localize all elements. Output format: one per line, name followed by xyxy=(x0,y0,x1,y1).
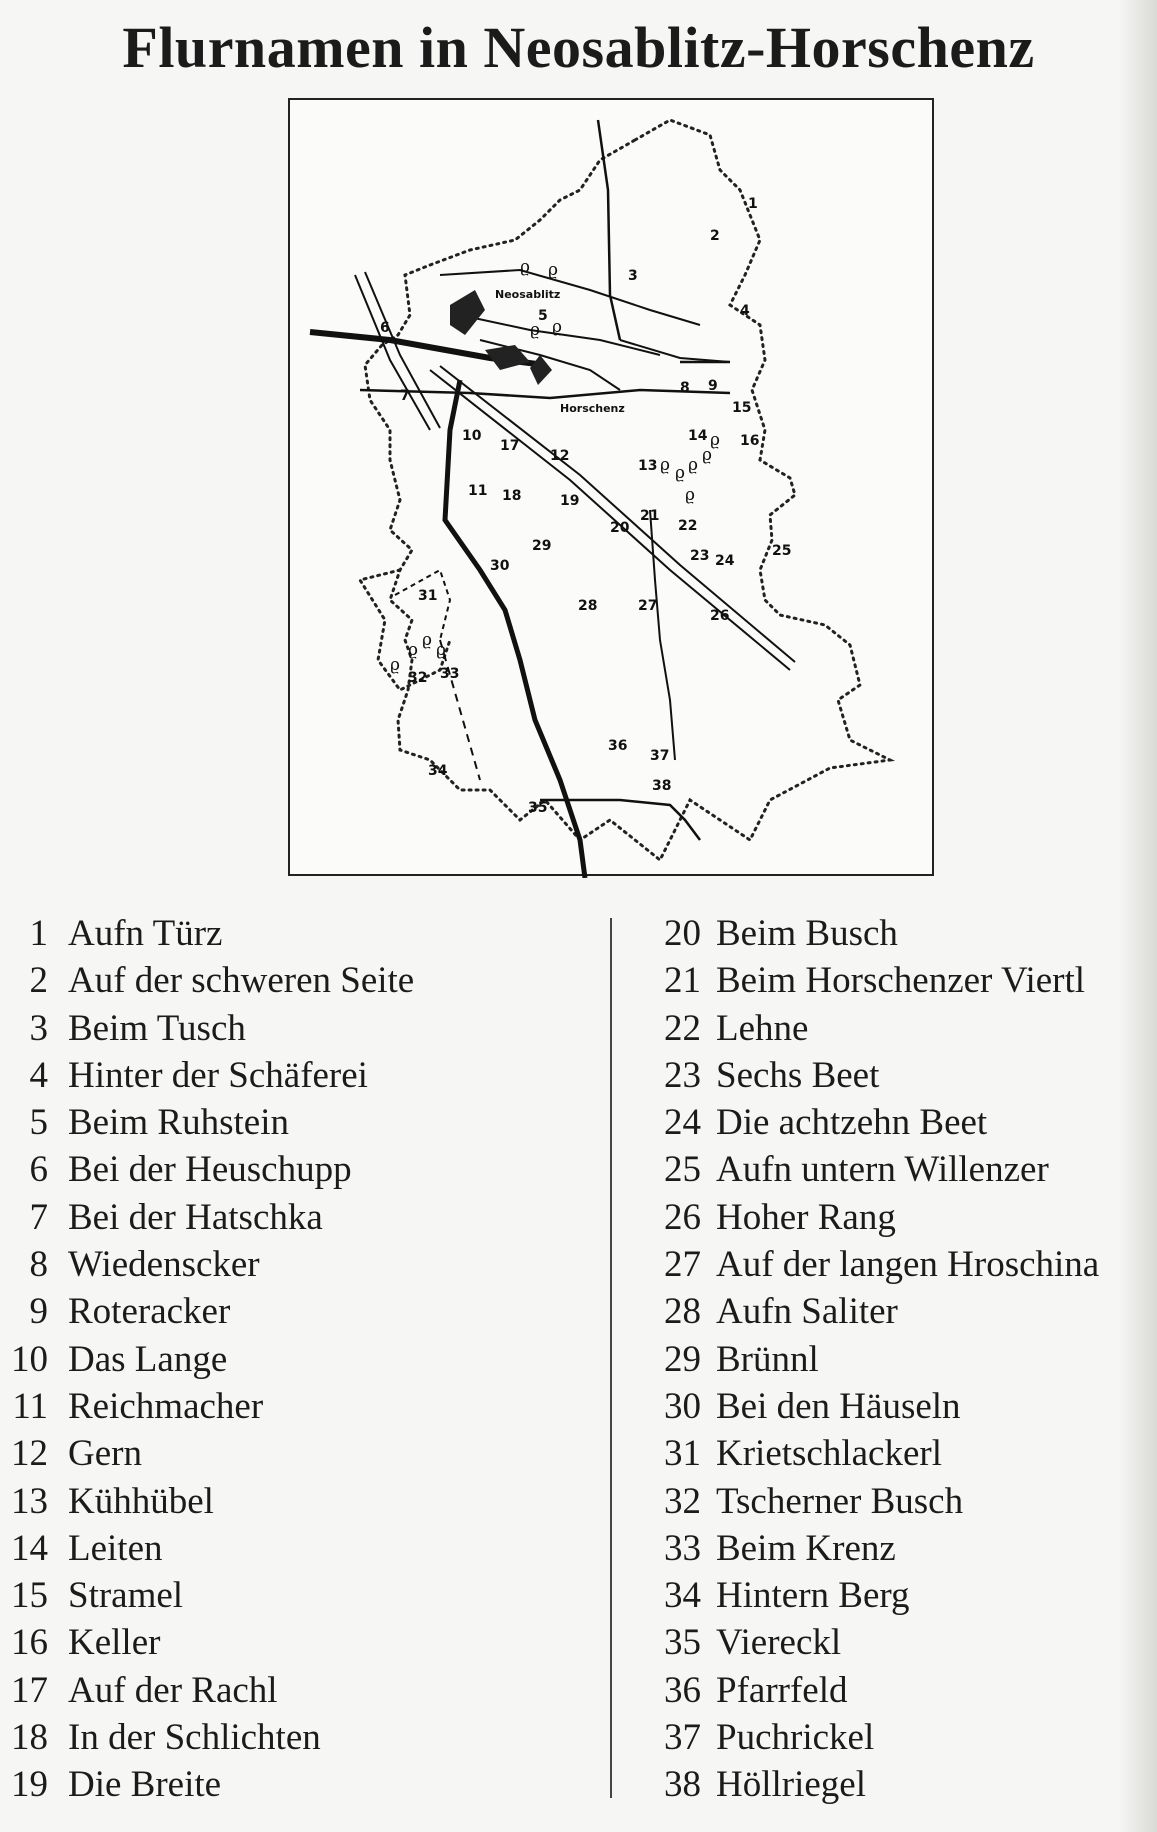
legend-entry xyxy=(0,1336,600,1383)
page-title: Flurnamen in Neosablitz-Horschenz xyxy=(122,15,1035,80)
svg-text:ϱ: ϱ xyxy=(436,640,446,660)
village-blob xyxy=(485,345,530,370)
legend-number: 10 xyxy=(11,1338,48,1380)
marker-1: 1 xyxy=(748,196,758,212)
svg-text:ϱ: ϱ xyxy=(660,455,670,475)
legend-field-name: Bei der Heuschupp xyxy=(68,1149,352,1191)
legend-field-name: Beim Ruhstein xyxy=(68,1102,289,1144)
field-line xyxy=(620,340,730,362)
legend-number: 22 xyxy=(664,1007,701,1049)
legend-entry xyxy=(664,1525,1157,1572)
map xyxy=(288,98,934,876)
marker-24: 24 xyxy=(715,553,735,569)
marker-30: 30 xyxy=(490,558,510,574)
legend-number: 19 xyxy=(11,1764,48,1806)
legend-number: 18 xyxy=(11,1717,48,1759)
legend-field-name: Krietschlackerl xyxy=(716,1433,942,1475)
legend-field-name: Sechs Beet xyxy=(716,1054,880,1096)
legend-entry xyxy=(664,1099,1157,1146)
legend-field-name: Brünnl xyxy=(716,1338,819,1380)
page-edge-shadow xyxy=(1119,0,1157,1832)
marker-12: 12 xyxy=(550,448,570,464)
marker-10: 10 xyxy=(462,428,482,444)
legend-number: 36 xyxy=(664,1669,701,1711)
road-west xyxy=(355,275,430,430)
legend-number: 16 xyxy=(11,1622,48,1664)
legend-field-name: Kühhübel xyxy=(68,1480,214,1522)
marker-21: 21 xyxy=(640,508,660,524)
legend-entry xyxy=(664,1619,1157,1666)
marker-38: 38 xyxy=(652,778,672,794)
legend-number: 35 xyxy=(664,1622,701,1664)
legend-entry xyxy=(0,910,600,957)
legend-entry xyxy=(0,1052,600,1099)
legend-entry xyxy=(664,1052,1157,1099)
marker-23: 23 xyxy=(690,548,710,564)
legend-number: 34 xyxy=(664,1575,701,1617)
marker-27: 27 xyxy=(638,598,658,614)
legend-entry xyxy=(0,1146,600,1193)
svg-text:ϱ: ϱ xyxy=(520,257,530,277)
marker-33: 33 xyxy=(440,666,460,682)
legend-entry xyxy=(664,1241,1157,1288)
legend-number: 9 xyxy=(29,1291,48,1333)
legend-entry xyxy=(0,1430,600,1477)
marker-29: 29 xyxy=(532,538,552,554)
legend-field-name: Aufn Türz xyxy=(68,913,223,954)
legend-entry xyxy=(0,1099,600,1146)
marker-26: 26 xyxy=(710,608,730,624)
legend-field-name: Beim Horschenzer Viertl xyxy=(716,960,1086,1002)
legend-number: 25 xyxy=(664,1149,701,1191)
legend-entry xyxy=(664,1146,1157,1193)
legend-number: 7 xyxy=(29,1196,48,1238)
boundary-south-west xyxy=(440,640,480,780)
svg-text:ϱ: ϱ xyxy=(685,485,695,505)
svg-text:ϱ: ϱ xyxy=(548,260,558,280)
legend-entry xyxy=(0,1241,600,1288)
marker-7: 7 xyxy=(400,388,410,404)
legend-field-name: Puchrickel xyxy=(716,1717,875,1759)
legend-field-name: Auf der Rachl xyxy=(68,1669,278,1711)
svg-text:ϱ: ϱ xyxy=(390,655,400,675)
marker-36: 36 xyxy=(608,738,628,754)
legend-entry xyxy=(664,1478,1157,1525)
legend-field-name: Bei der Hatschka xyxy=(68,1196,323,1238)
svg-text:ϱ: ϱ xyxy=(408,640,418,660)
legend-entry xyxy=(0,1572,600,1619)
legend-field-name: Hoher Rang xyxy=(716,1196,896,1238)
legend-entry xyxy=(664,910,1157,957)
marker-17: 17 xyxy=(500,438,520,454)
stream-east xyxy=(650,510,675,760)
legend-field-name: Hinter der Schäferei xyxy=(68,1054,368,1096)
boundary-line xyxy=(365,120,890,860)
legend-number: 12 xyxy=(11,1433,48,1475)
legend-field-name: Hintern Berg xyxy=(716,1575,910,1617)
marker-3: 3 xyxy=(628,268,638,284)
marker-19: 19 xyxy=(560,493,580,509)
column-divider xyxy=(610,918,612,1798)
legend-number: 32 xyxy=(664,1480,701,1522)
legend-entry xyxy=(0,1478,600,1525)
legend-number: 30 xyxy=(664,1385,701,1427)
legend-field-name: Beim Tusch xyxy=(68,1007,246,1049)
legend-entry xyxy=(0,1288,600,1335)
legend-number: 31 xyxy=(664,1433,701,1475)
legend-number: 23 xyxy=(664,1054,701,1096)
marker-22: 22 xyxy=(678,518,698,534)
svg-text:ϱ: ϱ xyxy=(422,630,432,650)
legend-left-column xyxy=(0,910,600,1809)
legend-number: 2 xyxy=(29,960,48,1002)
legend-field-name: Gern xyxy=(68,1433,142,1475)
legend-field-name: Tscherner Busch xyxy=(716,1480,964,1522)
legend-number: 24 xyxy=(664,1102,701,1144)
legend-field-name: Stramel xyxy=(68,1575,184,1617)
legend-entry xyxy=(664,1667,1157,1714)
legend-number: 4 xyxy=(29,1054,48,1096)
legend-entry xyxy=(664,1383,1157,1430)
marker-34: 34 xyxy=(428,763,448,779)
road-east-west xyxy=(360,390,730,398)
legend-entry xyxy=(0,1525,600,1572)
legend-entry xyxy=(0,957,600,1004)
legend-entry xyxy=(664,1714,1157,1761)
road-north xyxy=(598,120,620,340)
marker-5: 5 xyxy=(538,308,548,324)
legend-number: 29 xyxy=(664,1338,701,1380)
legend-number: 8 xyxy=(29,1244,48,1286)
legend-entry xyxy=(664,1194,1157,1241)
legend-field-name: Auf der schweren Seite xyxy=(68,960,415,1002)
legend-number: 5 xyxy=(29,1102,48,1144)
svg-text:ϱ: ϱ xyxy=(688,455,698,475)
legend-field-name: Viereckl xyxy=(716,1622,842,1664)
legend-entry xyxy=(0,1619,600,1666)
legend-number: 15 xyxy=(11,1575,48,1617)
orchard-symbols xyxy=(390,257,720,675)
marker-35: 35 xyxy=(528,800,548,816)
svg-text:ϱ: ϱ xyxy=(710,430,720,450)
legend-number: 1 xyxy=(29,913,48,954)
marker-6: 6 xyxy=(380,320,390,336)
legend-field-name: Pfarrfeld xyxy=(716,1669,848,1711)
marker-16: 16 xyxy=(740,433,760,449)
legend-entry xyxy=(664,1288,1157,1335)
legend-entry xyxy=(664,1336,1157,1383)
village-blob xyxy=(450,290,485,335)
legend-number: 6 xyxy=(29,1149,48,1191)
village-name-horschenz: Horschenz xyxy=(560,402,625,415)
legend-entry xyxy=(0,1667,600,1714)
legend-field-name: Bei den Häuseln xyxy=(716,1385,961,1427)
legend-field-name: Beim Krenz xyxy=(716,1527,896,1569)
legend-entry xyxy=(0,1383,600,1430)
svg-text:ϱ: ϱ xyxy=(530,320,540,340)
marker-20: 20 xyxy=(610,520,630,536)
marker-13: 13 xyxy=(638,458,658,474)
legend-field-name: Beim Busch xyxy=(716,913,898,954)
legend xyxy=(0,910,1157,1830)
legend-right-column xyxy=(664,910,1157,1809)
marker-28: 28 xyxy=(578,598,598,614)
legend-field-name: Roteracker xyxy=(68,1291,231,1333)
legend-field-name: Auf der langen Hroschina xyxy=(716,1244,1100,1286)
legend-entry xyxy=(0,1714,600,1761)
legend-entry xyxy=(664,1761,1157,1808)
legend-number: 14 xyxy=(11,1527,48,1569)
marker-2: 2 xyxy=(710,228,720,244)
legend-entry xyxy=(0,1005,600,1052)
marker-31: 31 xyxy=(418,588,438,604)
legend-field-name: Aufn Saliter xyxy=(716,1291,898,1333)
legend-field-name: Wiedenscker xyxy=(68,1244,260,1286)
legend-field-name: Die achtzehn Beet xyxy=(716,1102,988,1144)
legend-field-name: In der Schlichten xyxy=(68,1717,321,1759)
legend-number: 3 xyxy=(29,1007,48,1049)
legend-number: 27 xyxy=(664,1244,701,1286)
legend-field-name: Reichmacher xyxy=(68,1385,264,1427)
village-name-neosablitz: Neosablitz xyxy=(495,288,561,301)
legend-number: 28 xyxy=(664,1291,701,1333)
marker-32: 32 xyxy=(408,670,428,686)
legend-number: 13 xyxy=(11,1480,48,1522)
legend-field-name: Keller xyxy=(68,1622,161,1664)
legend-field-name: Das Lange xyxy=(68,1338,228,1380)
legend-field-name: Leiten xyxy=(68,1527,163,1569)
marker-4: 4 xyxy=(740,303,750,319)
svg-text:ϱ: ϱ xyxy=(552,317,562,337)
legend-number: 21 xyxy=(664,960,701,1002)
legend-number: 37 xyxy=(664,1717,701,1759)
legend-entry xyxy=(664,1005,1157,1052)
legend-field-name: Aufn untern Willenzer xyxy=(716,1149,1049,1191)
marker-18: 18 xyxy=(502,488,522,504)
svg-text:ϱ: ϱ xyxy=(675,463,685,483)
marker-11: 11 xyxy=(468,483,488,499)
marker-15: 15 xyxy=(732,400,752,416)
village-blob xyxy=(530,355,552,385)
legend-number: 26 xyxy=(664,1196,701,1238)
legend-entry xyxy=(0,1761,600,1808)
marker-37: 37 xyxy=(650,748,670,764)
legend-field-name: Höllriegel xyxy=(716,1764,867,1806)
legend-number: 11 xyxy=(12,1385,48,1427)
legend-field-name: Lehne xyxy=(716,1007,809,1049)
legend-entry xyxy=(664,957,1157,1004)
map-drawing xyxy=(290,100,936,878)
marker-8: 8 xyxy=(680,380,690,396)
marker-25: 25 xyxy=(772,543,792,559)
legend-entry xyxy=(664,1430,1157,1477)
legend-entry xyxy=(664,1572,1157,1619)
marker-14: 14 xyxy=(688,428,708,444)
legend-field-name: Die Breite xyxy=(68,1764,222,1806)
road-south xyxy=(540,800,700,840)
legend-number: 20 xyxy=(664,913,701,954)
marker-9: 9 xyxy=(708,378,718,394)
svg-text:ϱ: ϱ xyxy=(702,445,712,465)
legend-entry xyxy=(0,1194,600,1241)
legend-number: 38 xyxy=(664,1764,701,1806)
legend-number: 33 xyxy=(664,1527,701,1569)
legend-number: 17 xyxy=(11,1669,48,1711)
